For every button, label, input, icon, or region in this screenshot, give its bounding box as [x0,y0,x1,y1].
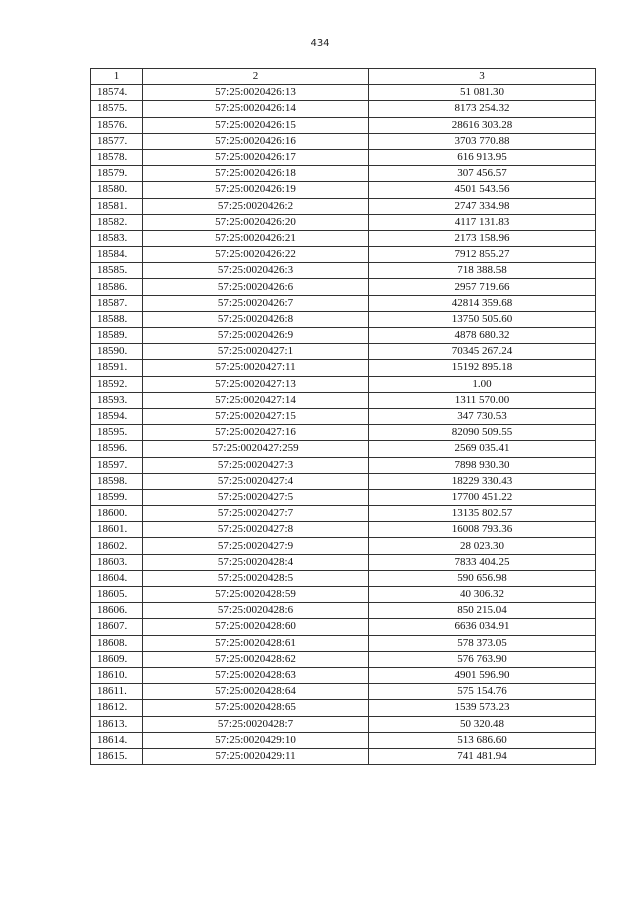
value-cell: 590 656.98 [369,570,596,586]
value-cell: 1311 570.00 [369,392,596,408]
value-cell: 40 306.32 [369,587,596,603]
value-cell: 17700 451.22 [369,489,596,505]
value-cell: 18229 330.43 [369,473,596,489]
column-header: 2 [143,69,369,85]
table-row [91,214,596,230]
cadastral-number-cell: 57:25:0020428:59 [143,587,369,603]
value-cell: 718 388.58 [369,263,596,279]
cadastral-number-cell: 57:25:0020426:8 [143,311,369,327]
table-row [91,700,596,716]
value-cell: 616 913.95 [369,149,596,165]
value-cell: 2747 334.98 [369,198,596,214]
row-number-cell: 18615. [91,748,143,764]
table-row [91,619,596,635]
table-row [91,570,596,586]
value-cell: 578 373.05 [369,635,596,651]
row-number-cell: 18605. [91,587,143,603]
table-row [91,263,596,279]
table-row [91,133,596,149]
table-row [91,101,596,117]
value-cell: 28616 303.28 [369,117,596,133]
value-cell: 3703 770.88 [369,133,596,149]
cadastral-number-cell: 57:25:0020427:16 [143,425,369,441]
row-number-cell: 18614. [91,732,143,748]
value-cell: 28 023.30 [369,538,596,554]
table-row [91,748,596,764]
table-row [91,716,596,732]
value-cell: 4878 680.32 [369,328,596,344]
page-number: 434 [310,38,330,49]
cadastral-number-cell: 57:25:0020426:9 [143,328,369,344]
table-row [91,230,596,246]
table-row [91,376,596,392]
cadastral-number-cell: 57:25:0020428:6 [143,603,369,619]
row-number-cell: 18592. [91,376,143,392]
value-cell: 307 456.57 [369,166,596,182]
row-number-cell: 18585. [91,263,143,279]
row-number-cell: 18580. [91,182,143,198]
cadastral-number-cell: 57:25:0020426:17 [143,149,369,165]
cadastral-number-cell: 57:25:0020426:6 [143,279,369,295]
cadastral-number-cell: 57:25:0020427:11 [143,360,369,376]
table-row [91,328,596,344]
row-number-cell: 18600. [91,506,143,522]
column-header: 3 [369,69,596,85]
value-cell: 4117 131.83 [369,214,596,230]
value-cell: 82090 509.55 [369,425,596,441]
value-cell: 50 320.48 [369,716,596,732]
table-row [91,554,596,570]
table-row [91,425,596,441]
table-row [91,117,596,133]
cadastral-number-cell: 57:25:0020426:13 [143,85,369,101]
row-number-cell: 18613. [91,716,143,732]
cadastral-number-cell: 57:25:0020427:14 [143,392,369,408]
row-number-cell: 18589. [91,328,143,344]
table-row [91,489,596,505]
cadastral-number-cell: 57:25:0020429:11 [143,748,369,764]
cadastral-number-cell: 57:25:0020428:61 [143,635,369,651]
cadastral-number-cell: 57:25:0020429:10 [143,732,369,748]
table-row [91,441,596,457]
cadastral-number-cell: 57:25:0020428:4 [143,554,369,570]
row-number-cell: 18591. [91,360,143,376]
cadastral-number-cell: 57:25:0020427:8 [143,522,369,538]
row-number-cell: 18595. [91,425,143,441]
table-row [91,667,596,683]
cadastral-number-cell: 57:25:0020426:22 [143,247,369,263]
table-row [91,392,596,408]
table-row [91,149,596,165]
row-number-cell: 18611. [91,684,143,700]
row-number-cell: 18576. [91,117,143,133]
table-row [91,732,596,748]
cadastral-number-cell: 57:25:0020427:1 [143,344,369,360]
value-cell: 4901 596.90 [369,667,596,683]
value-cell: 13750 505.60 [369,311,596,327]
row-number-cell: 18604. [91,570,143,586]
row-number-cell: 18583. [91,230,143,246]
row-number-cell: 18596. [91,441,143,457]
row-number-cell: 18574. [91,85,143,101]
value-cell: 6636 034.91 [369,619,596,635]
row-number-cell: 18598. [91,473,143,489]
row-number-cell: 18602. [91,538,143,554]
table-row [91,85,596,101]
table-row [91,166,596,182]
table-row [91,473,596,489]
value-cell: 575 154.76 [369,684,596,700]
value-cell: 347 730.53 [369,408,596,424]
row-number-cell: 18579. [91,166,143,182]
row-number-cell: 18597. [91,457,143,473]
value-cell: 4501 543.56 [369,182,596,198]
cadastral-number-cell: 57:25:0020426:14 [143,101,369,117]
row-number-cell: 18586. [91,279,143,295]
table-body [91,85,596,765]
table-row [91,311,596,327]
cadastral-number-cell: 57:25:0020426:15 [143,117,369,133]
data-table [90,68,596,765]
value-cell: 13135 802.57 [369,506,596,522]
value-cell: 1.00 [369,376,596,392]
table-row [91,360,596,376]
cadastral-number-cell: 57:25:0020427:3 [143,457,369,473]
cadastral-number-cell: 57:25:0020427:5 [143,489,369,505]
row-number-cell: 18581. [91,198,143,214]
table-row [91,457,596,473]
table-row [91,635,596,651]
table-row [91,295,596,311]
table-row [91,522,596,538]
row-number-cell: 18578. [91,149,143,165]
value-cell: 2569 035.41 [369,441,596,457]
cadastral-number-cell: 57:25:0020428:62 [143,651,369,667]
value-cell: 7912 855.27 [369,247,596,263]
value-cell: 1539 573.23 [369,700,596,716]
cadastral-number-cell: 57:25:0020426:19 [143,182,369,198]
value-cell: 741 481.94 [369,748,596,764]
cadastral-number-cell: 57:25:0020426:16 [143,133,369,149]
table-row [91,344,596,360]
value-cell: 8173 254.32 [369,101,596,117]
value-cell: 850 215.04 [369,603,596,619]
row-number-cell: 18601. [91,522,143,538]
row-number-cell: 18590. [91,344,143,360]
value-cell: 2173 158.96 [369,230,596,246]
table-row [91,247,596,263]
cadastral-number-cell: 57:25:0020427:7 [143,506,369,522]
cadastral-number-cell: 57:25:0020427:259 [143,441,369,457]
table-row [91,408,596,424]
row-number-cell: 18588. [91,311,143,327]
column-header: 1 [91,69,143,85]
header-row [91,69,596,85]
row-number-cell: 18582. [91,214,143,230]
row-number-cell: 18606. [91,603,143,619]
cadastral-number-cell: 57:25:0020427:4 [143,473,369,489]
value-cell: 7833 404.25 [369,554,596,570]
cadastral-number-cell: 57:25:0020426:20 [143,214,369,230]
row-number-cell: 18609. [91,651,143,667]
cadastral-number-cell: 57:25:0020428:5 [143,570,369,586]
row-number-cell: 18584. [91,247,143,263]
table-row [91,587,596,603]
row-number-cell: 18577. [91,133,143,149]
table-row [91,198,596,214]
value-cell: 51 081.30 [369,85,596,101]
value-cell: 513 686.60 [369,732,596,748]
cadastral-number-cell: 57:25:0020426:3 [143,263,369,279]
row-number-cell: 18612. [91,700,143,716]
table-row [91,506,596,522]
cadastral-number-cell: 57:25:0020428:60 [143,619,369,635]
cadastral-number-cell: 57:25:0020426:2 [143,198,369,214]
table-row [91,182,596,198]
row-number-cell: 18587. [91,295,143,311]
cadastral-number-cell: 57:25:0020427:15 [143,408,369,424]
cadastral-number-cell: 57:25:0020428:64 [143,684,369,700]
value-cell: 7898 930.30 [369,457,596,473]
cadastral-number-cell: 57:25:0020427:13 [143,376,369,392]
value-cell: 2957 719.66 [369,279,596,295]
value-cell: 42814 359.68 [369,295,596,311]
value-cell: 576 763.90 [369,651,596,667]
row-number-cell: 18603. [91,554,143,570]
row-number-cell: 18599. [91,489,143,505]
row-number-cell: 18610. [91,667,143,683]
value-cell: 15192 895.18 [369,360,596,376]
row-number-cell: 18607. [91,619,143,635]
row-number-cell: 18594. [91,408,143,424]
cadastral-number-cell: 57:25:0020427:9 [143,538,369,554]
cadastral-number-cell: 57:25:0020428:65 [143,700,369,716]
table-row [91,603,596,619]
table-row [91,279,596,295]
row-number-cell: 18593. [91,392,143,408]
value-cell: 16008 793.36 [369,522,596,538]
table-row [91,684,596,700]
row-number-cell: 18575. [91,101,143,117]
table-row [91,538,596,554]
table-row [91,651,596,667]
cadastral-number-cell: 57:25:0020428:63 [143,667,369,683]
cadastral-number-cell: 57:25:0020426:21 [143,230,369,246]
row-number-cell: 18608. [91,635,143,651]
cadastral-number-cell: 57:25:0020426:18 [143,166,369,182]
value-cell: 70345 267.24 [369,344,596,360]
cadastral-number-cell: 57:25:0020428:7 [143,716,369,732]
cadastral-number-cell: 57:25:0020426:7 [143,295,369,311]
